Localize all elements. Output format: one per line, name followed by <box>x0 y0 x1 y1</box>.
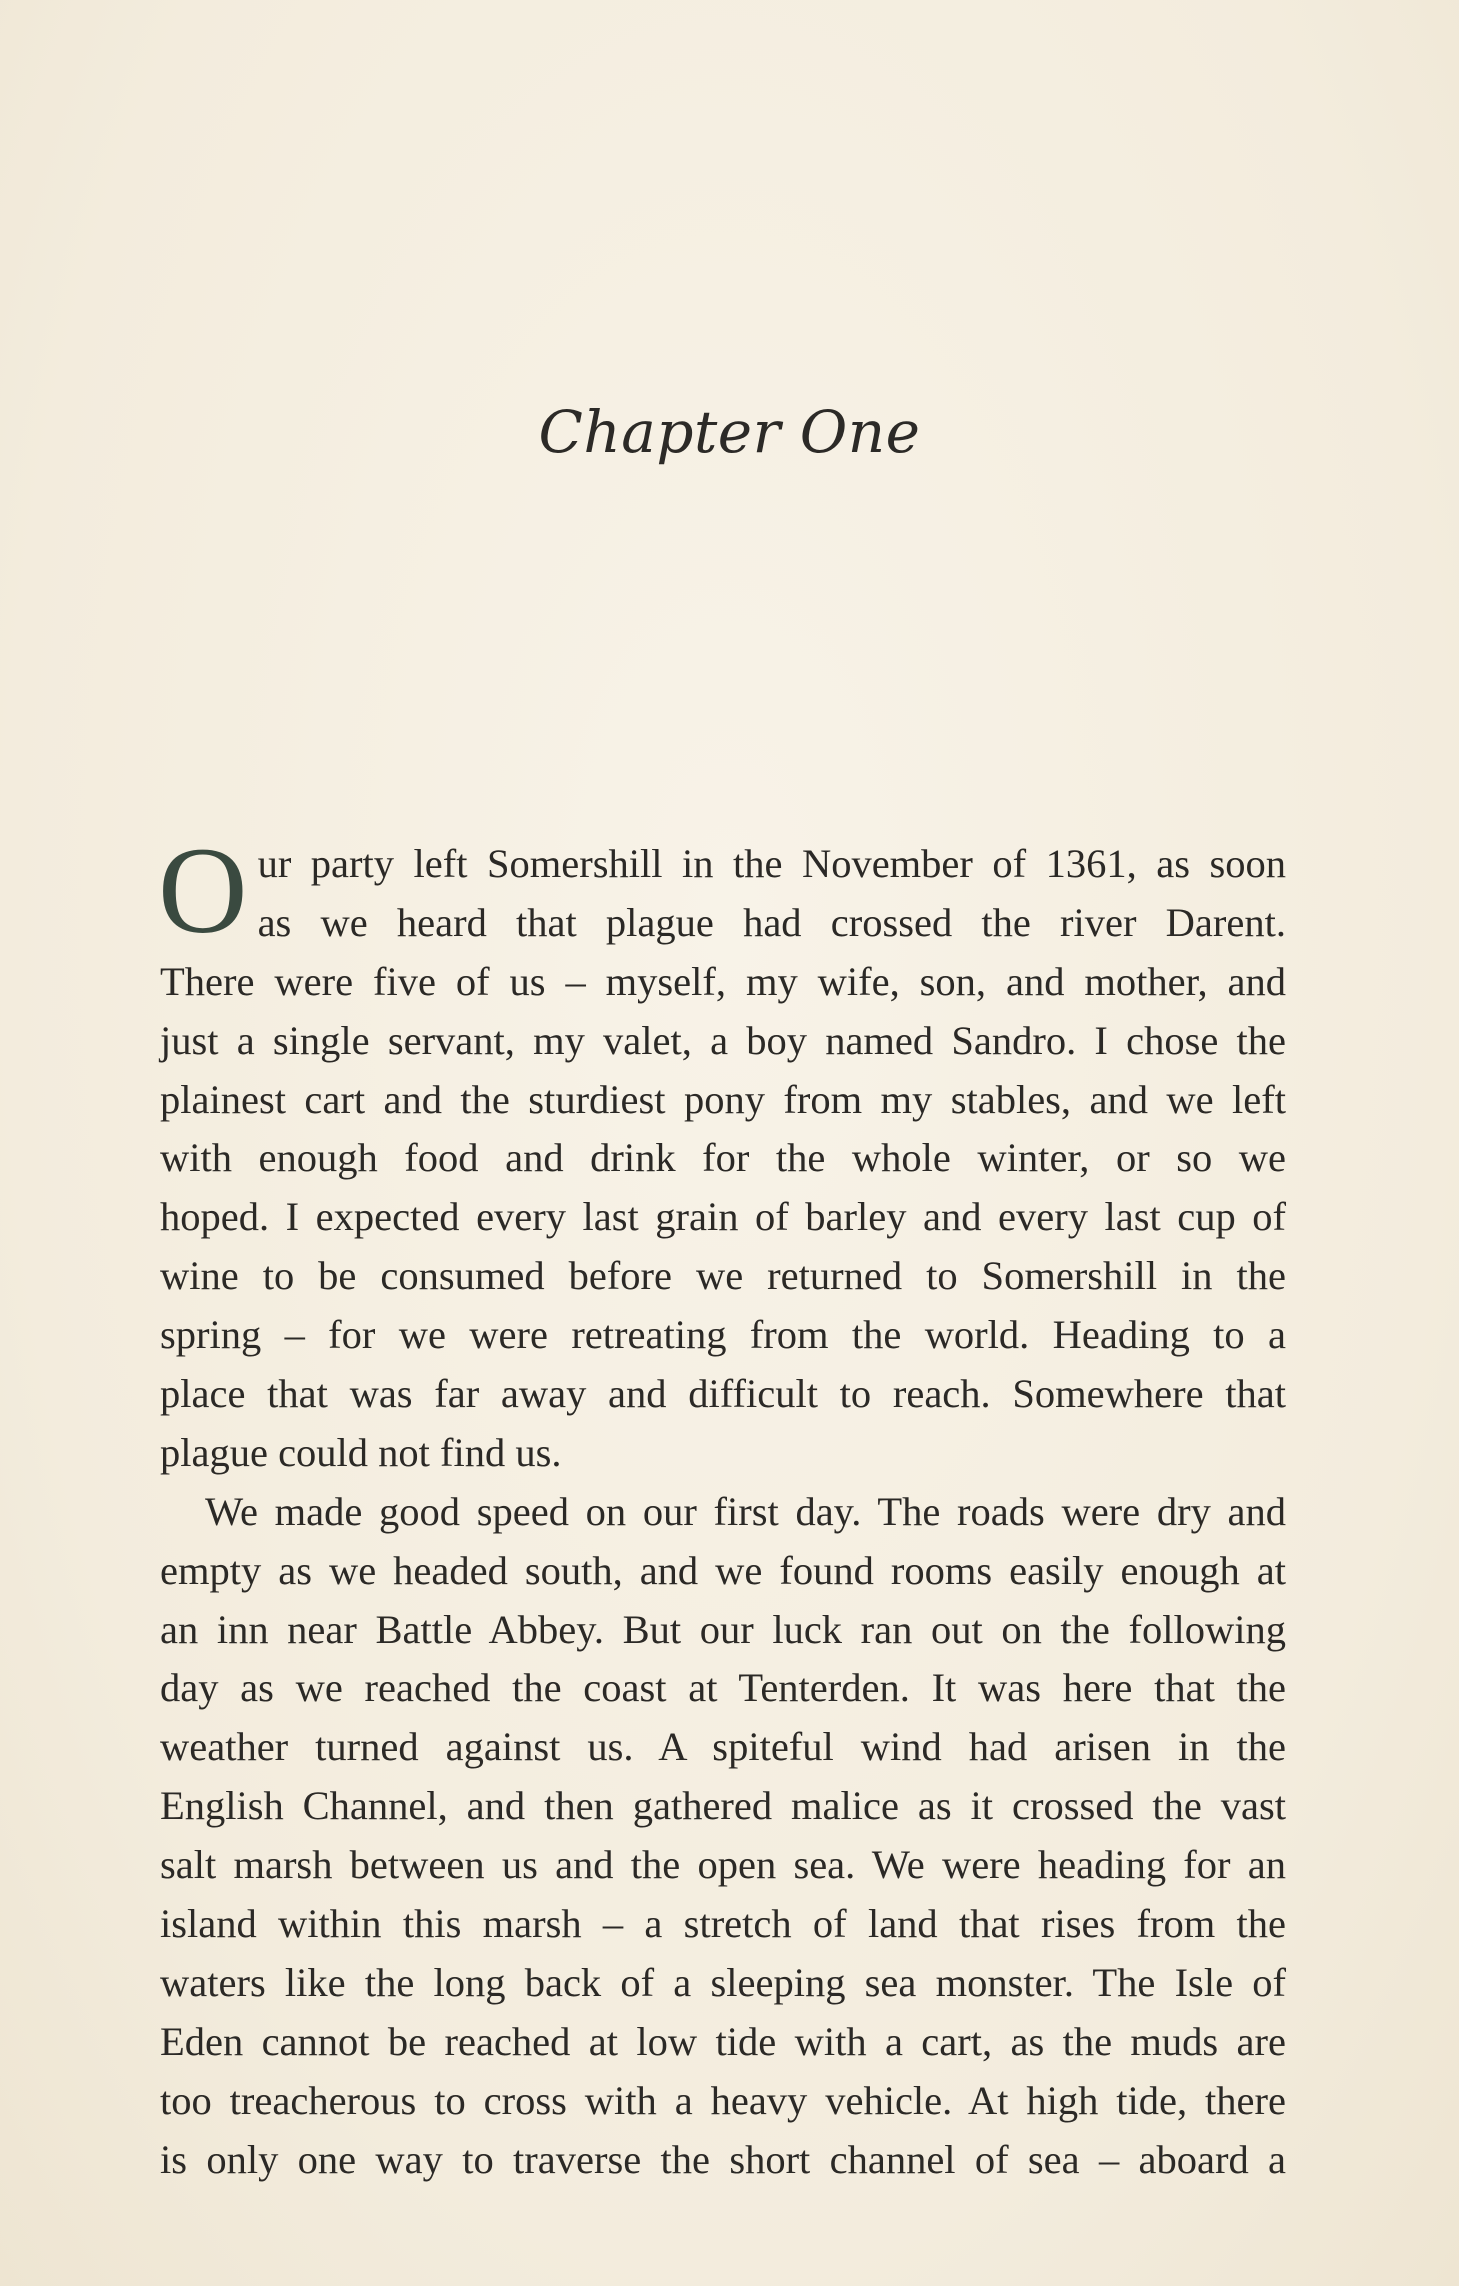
text-line: as we heard that plague had crossed the river Darent. <box>257 899 1286 945</box>
paragraph-2 <box>160 1483 1286 2190</box>
text-line: There were five of us – myself, my wife, son, and mother, and <box>160 958 1286 1004</box>
text-line: wine to be consumed before we returned to Somershill in the <box>160 1253 1286 1299</box>
chapter-title: Chapter One <box>538 398 921 466</box>
text-line: salt marsh between us and the open sea. We were heading for an <box>160 1842 1286 1888</box>
text-line: an inn near Battle Abbey. But our luck ran out on the following <box>160 1606 1286 1652</box>
text-line: weather turned against us. A spiteful wind had arisen in the <box>160 1724 1286 1770</box>
text-line: day as we reached the coast at Tenterden. It was here that the <box>160 1665 1286 1711</box>
text-line: English Channel, and then gathered malice as it crossed the vast <box>160 1783 1286 1829</box>
text-line: waters like the long back of a sleeping sea monster. The Isle of <box>160 1959 1286 2005</box>
text-line: Eden cannot be reached at low tide with a cart, as the muds are <box>160 2018 1286 2064</box>
text-line: plainest cart and the sturdiest pony from my stables, and we left <box>160 1076 1286 1122</box>
text-line: place that was far away and difficult to reach. Somewhere that <box>160 1371 1286 1417</box>
text-line: island within this marsh – a stretch of land that rises from the <box>160 1901 1286 1947</box>
text-line: is only one way to traverse the short channel of sea – aboard a <box>160 2136 1286 2182</box>
text-line: with enough food and drink for the whole winter, or so we <box>160 1135 1286 1181</box>
body-text <box>158 822 1286 2189</box>
text-line: just a single servant, my valet, a boy named Sandro. I chose the <box>160 1017 1286 1063</box>
text-line: spring – for we were retreating from the world. Heading to a <box>160 1312 1286 1358</box>
text-line: too treacherous to cross with a heavy vehicle. At high tide, there <box>160 2077 1286 2123</box>
text-line: hoped. I expected every last grain of barley and every last cup of <box>160 1194 1286 1240</box>
text-line: ur party left Somershill in the November of 1361, as soon <box>257 841 1286 886</box>
text-line: plague could not find us. <box>160 1429 562 1475</box>
drop-cap: O <box>158 822 248 959</box>
text-line: We made good speed on our first day. The roads were dry and <box>205 1488 1286 1534</box>
text-line: empty as we headed south, and we found rooms easily enough at <box>160 1547 1286 1593</box>
paragraph-1 <box>158 822 1286 1483</box>
